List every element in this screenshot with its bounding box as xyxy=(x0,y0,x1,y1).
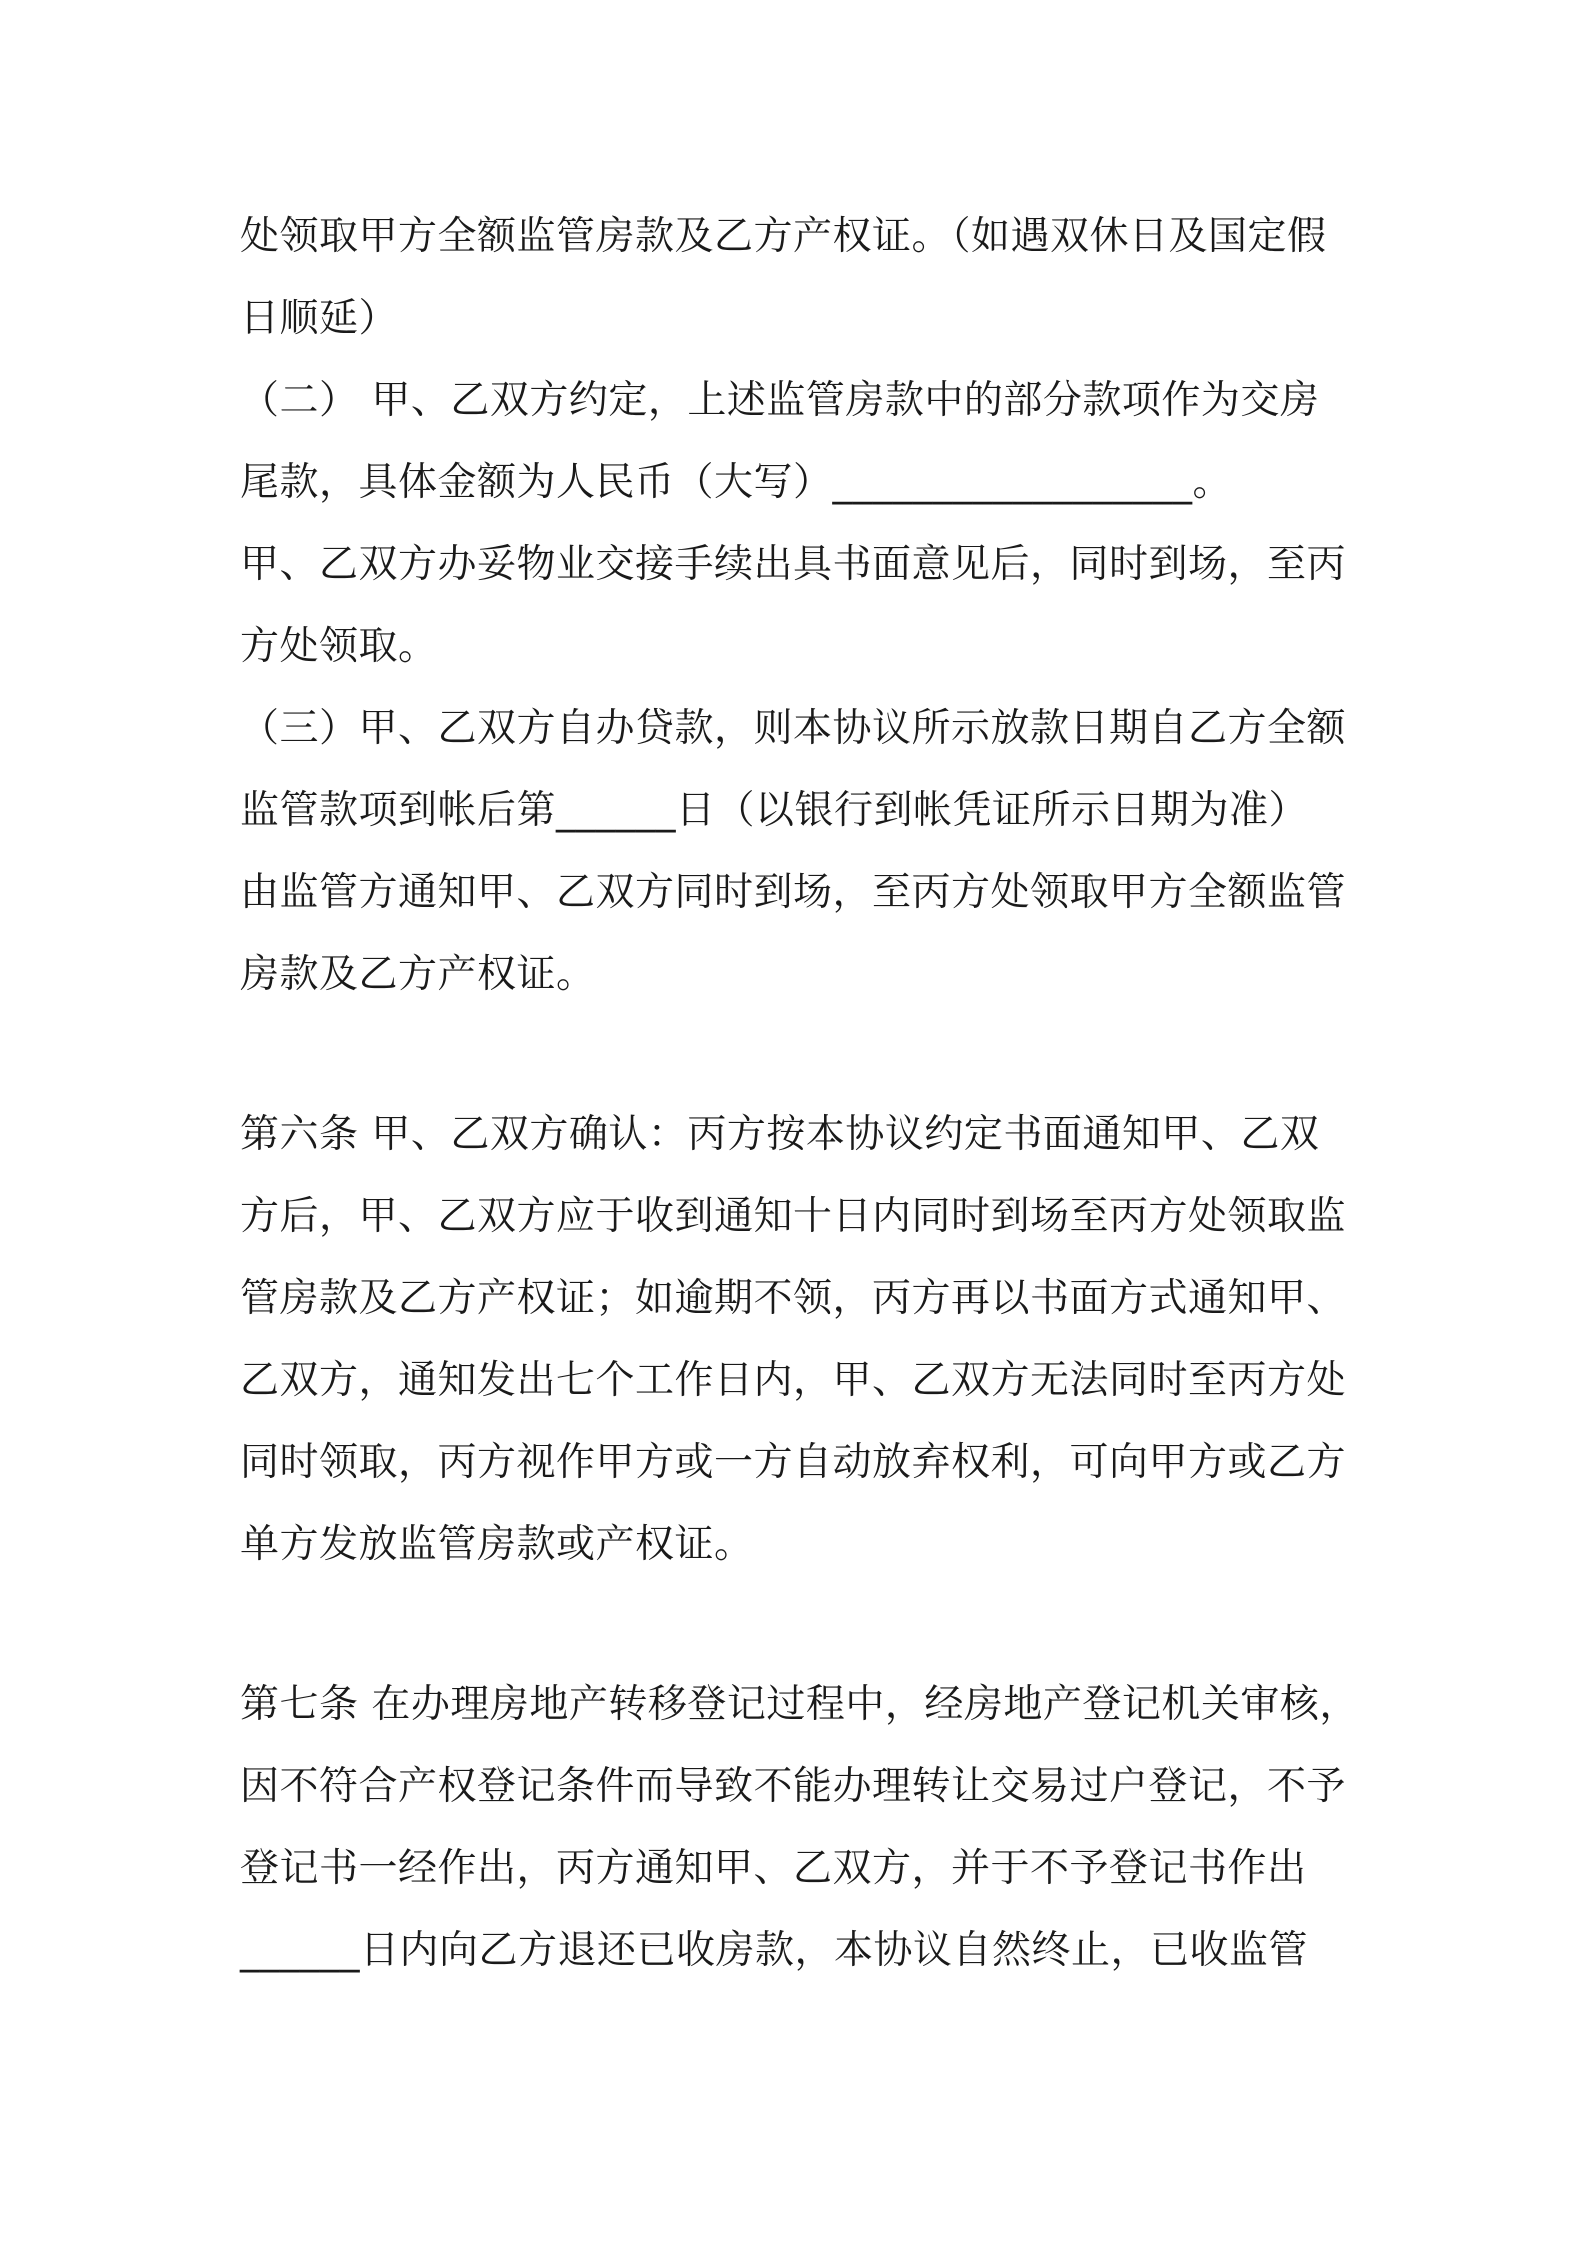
document-page xyxy=(240,196,1365,1992)
text-line: 同时领取，丙方视作甲方或一方自动放弃权利，可向甲方或乙方 xyxy=(240,1440,1347,1485)
paragraph-spacer xyxy=(240,1016,1365,1094)
text-line: 由监管方通知甲、乙双方同时到场，至丙方处领取甲方全额监管 xyxy=(240,870,1347,915)
text-line: 甲、乙双方办妥物业交接手续出具书面意见后，同时到场，至丙 xyxy=(240,542,1347,587)
text-line: 监管款项到帐后第______日（以银行到帐凭证所示日期为准） xyxy=(240,788,1309,833)
paragraph-escrow-release xyxy=(240,196,1365,1016)
text-line: 方后，甲、乙双方应于收到通知十日内同时到场至丙方处领取监 xyxy=(240,1194,1347,1239)
article-six xyxy=(240,1094,1365,1586)
text-line: （二） 甲、乙双方约定，上述监管房款中的部分款项作为交房 xyxy=(240,378,1320,423)
article-seven xyxy=(240,1664,1365,1992)
text-line: 因不符合产权登记条件而导致不能办理转让交易过户登记，不予 xyxy=(240,1764,1347,1809)
text-line: 单方发放监管房款或产权证。 xyxy=(240,1522,754,1567)
text-line: 日顺延） xyxy=(240,296,399,341)
text-line: 房款及乙方产权证。 xyxy=(240,952,596,997)
text-line: 第七条 在办理房地产转移登记过程中，经房地产登记机关审核， xyxy=(240,1682,1359,1727)
text-line: 方处领取。 xyxy=(240,624,438,669)
text-line: 登记书一经作出，丙方通知甲、乙双方，并于不予登记书作出 xyxy=(240,1846,1307,1891)
text-line: 乙双方，通知发出七个工作日内，甲、乙双方无法同时至丙方处 xyxy=(240,1358,1347,1403)
text-line: （三）甲、乙双方自办贷款，则本协议所示放款日期自乙方全额 xyxy=(240,706,1347,751)
text-line: 第六条 甲、乙双方确认：丙方按本协议约定书面通知甲、乙双 xyxy=(240,1112,1320,1157)
text-line: 处领取甲方全额监管房款及乙方产权证。（如遇双休日及国定假 xyxy=(240,214,1327,259)
text-line: 管房款及乙方产权证；如逾期不领，丙方再以书面方式通知甲、 xyxy=(240,1276,1347,1321)
text-line: ______日内向乙方退还已收房款，本协议自然终止，已收监管 xyxy=(240,1928,1309,1973)
paragraph-spacer xyxy=(240,1586,1365,1664)
text-line: 尾款，具体金额为人民币（大写）__________________。 xyxy=(240,460,1233,505)
